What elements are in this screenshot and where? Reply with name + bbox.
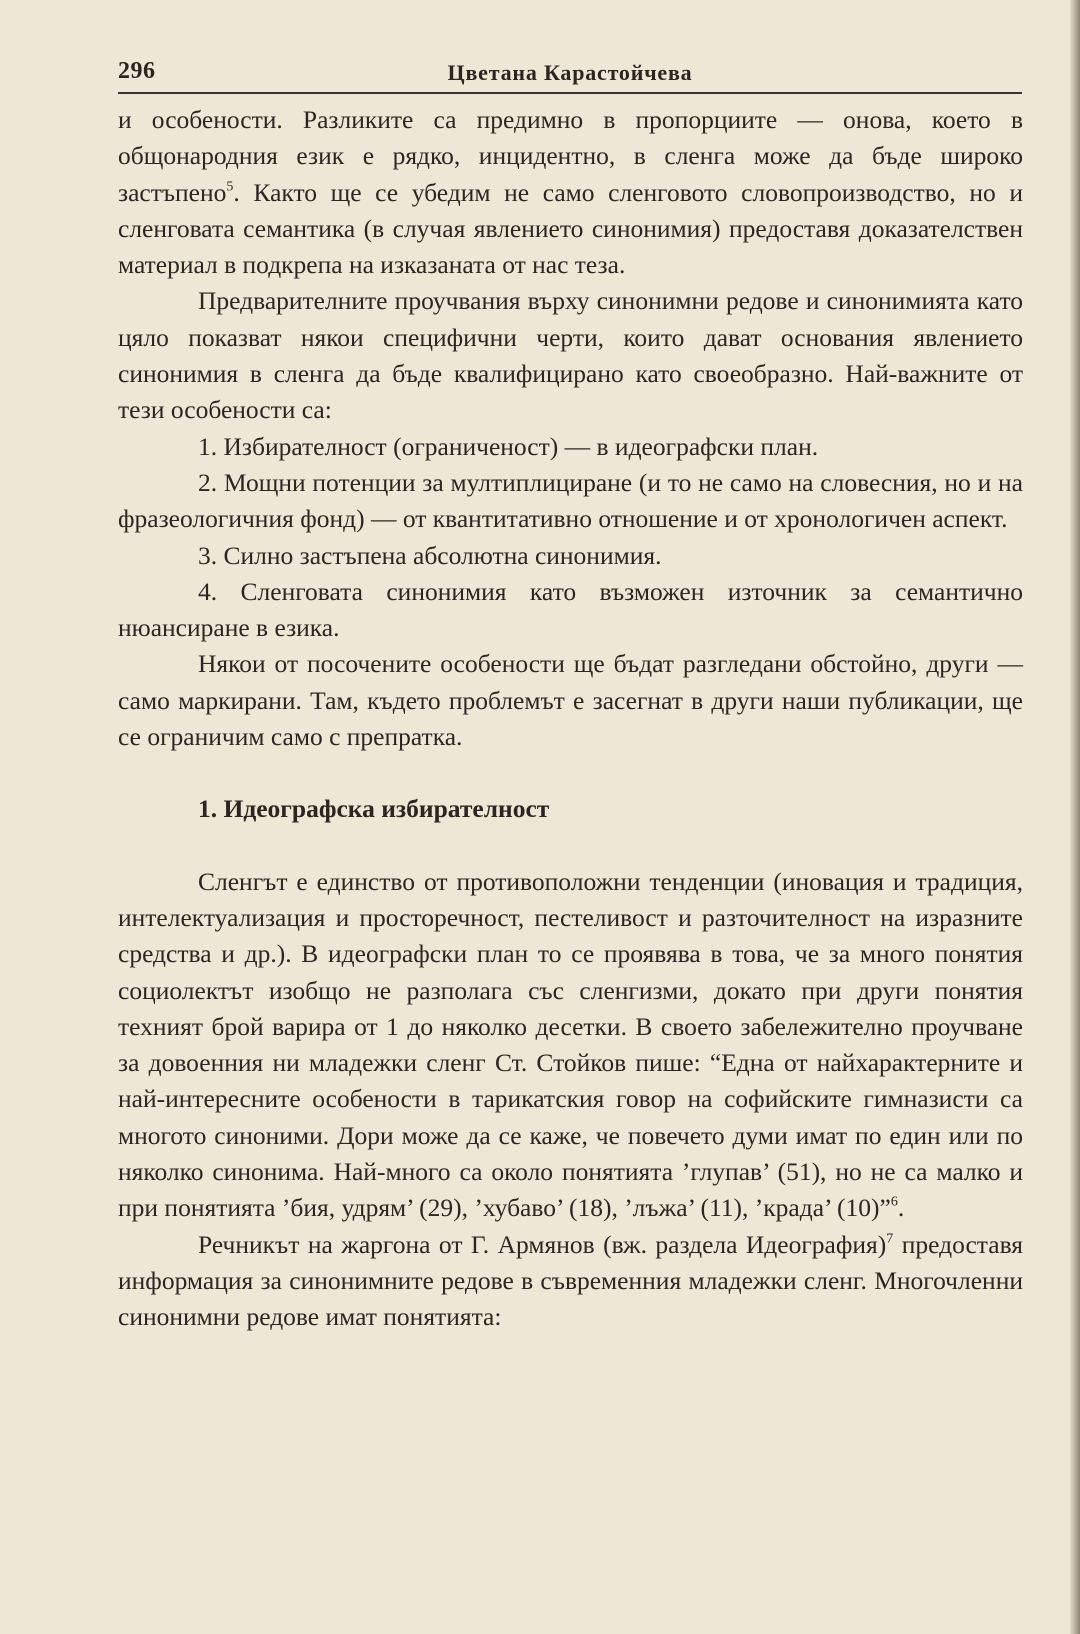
footnote-marker[interactable]: 6 (890, 1194, 898, 1210)
paragraph-text: . Както ще се убедим не само сленговото словопроизводство, но и сленговата семантика (в случая явлението синонимия) предоставя доказателствен материал в подкрепа на изказаната от нас теза. (118, 177, 1023, 280)
list-item: 4. Сленговата синонимия като възможен източник за семантично нюансиране в езика. (118, 576, 1023, 643)
section-heading: 1. Идеографска избирателност (198, 794, 550, 824)
list-item: 1. Избирателност (ограниченост) — в идеографски план. (198, 431, 819, 461)
paragraph-text: предоставя информация за синонимните редове в съвременния младежки сленг. Многочленни синонимни редове имат понятията: (118, 1229, 1023, 1332)
body-text (118, 102, 1023, 1336)
paragraph-text: Сленгът е единство от противоположни тенденции (иновация и традиция, интелектуализация и просторечност, пестеливост и разточителност на изразните средства и др.). В идеографски план то се проявява в това, че за много понятия социолектът изобщо не разполага със сленгизми, докато при други понятия техният брой варира от 1 до няколко десетки. В своето забележително проучване за довоенния ни младежки сленг Ст. Стойков пише: “Една от найхарактерните и най-интересните особености в тарикатския говор на софийските гимназисти са многото синоними. Дори може да се каже, че повечето думи имат по един или по няколко синонима. Най-много са около понятията ’глупав’ (51), но не са малко и при понятията ’бия, удрям’ (29), ’хубаво’ (18), ’лъжа’ (11), ’крада’ (10)” (118, 866, 1023, 1223)
paragraph-text: . (897, 1193, 905, 1223)
footnote-marker[interactable]: 7 (886, 1231, 894, 1247)
running-head: Цветана Карастойчева (447, 60, 693, 85)
paragraph (118, 1227, 1023, 1336)
footnote-marker[interactable]: 5 (226, 179, 234, 195)
page-edge-shadow (1070, 0, 1080, 1634)
paragraph-text: Речникът на жаргона от Г. Армянов (вж. раздела Идеография) (198, 1229, 887, 1259)
list-item: 3. Силно застъпена абсолютна синонимия. (198, 540, 662, 570)
list-item: 2. Мощни потенции за мултиплициране (и то не само на словесния, но и на фразеологичния фонд) — от квантитативно отношение и от хронологичен аспект. (118, 467, 1023, 534)
paragraph-text: и особености. Разликите са предимно в пропорциите — онова, което в общонародния език е рядко, инцидентно, в сленга може да бъде широко застъпено (118, 105, 1023, 207)
spacer (118, 828, 1023, 864)
page-header (118, 56, 1022, 94)
paragraph-continuation (118, 102, 1023, 283)
spacer (118, 755, 1023, 791)
paragraph (118, 864, 1023, 1227)
paragraph: Предварителните проучвания върху синонимни редове и синонимията като цяло показват някои специфични черти, които дават основания явлението синонимия в сленга да бъде квалифицирано като своеобразно. Най-важните от тези особености са: (118, 286, 1023, 425)
paragraph: Някои от посочените особености ще бъдат разгледани обстойно, други — само маркирани. Там, където проблемът е засегнат в други наши публикации, ще се ограничим само с препратка. (118, 649, 1023, 752)
page-number: 296 (118, 58, 156, 84)
